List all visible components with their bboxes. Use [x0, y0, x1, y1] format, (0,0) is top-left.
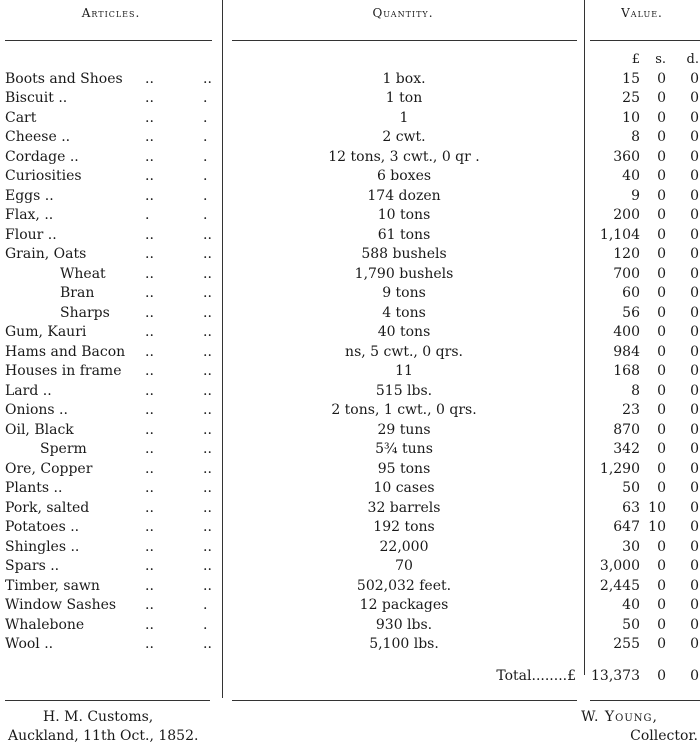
pence-cell: 0 [690, 577, 699, 594]
pounds-cell: 700 [613, 265, 640, 282]
leader-dots: .. [145, 129, 154, 145]
shillings-cell: 0 [657, 187, 666, 204]
shillings-cell: 0 [657, 148, 666, 165]
article-name: Cheese .. [5, 129, 71, 145]
pounds-cell: 870 [613, 421, 640, 438]
table-row [0, 401, 700, 421]
footer-rule-middle [232, 700, 577, 701]
pounds-cell: 50 [622, 480, 640, 496]
leader-dots: .. [145, 480, 154, 496]
leader-dots: .. [203, 382, 212, 399]
quantity-cell: 2 tons, 1 cwt., 0 qrs. [331, 402, 477, 418]
table-row [0, 382, 700, 402]
leader-dots: .. [203, 363, 212, 379]
shillings-cell: 0 [657, 304, 666, 321]
article-name: Window Sashes [5, 597, 117, 613]
article-name: Wheat [60, 265, 106, 282]
article-name: Lard .. [5, 382, 52, 399]
leader-dots: .. [145, 168, 154, 184]
shillings-cell: 0 [657, 616, 666, 633]
quantity-cell: 1 box. [382, 70, 426, 87]
pence-header: d. [686, 52, 699, 67]
table-row [0, 362, 700, 382]
leader-dots: . [203, 187, 208, 204]
quantity-cell: 502,032 feet. [356, 577, 452, 594]
leader-dots: .. [145, 402, 154, 418]
customs-place-date: Auckland, 11th Oct., 1852. [8, 728, 199, 744]
quantity-cell: 2 cwt. [382, 129, 426, 145]
pence-cell: 0 [690, 636, 699, 652]
leader-dots: . [203, 148, 208, 165]
quantity-cell: 11 [395, 363, 413, 379]
footer-rule-left [5, 700, 210, 701]
table-row [0, 518, 700, 538]
table-row [0, 89, 700, 109]
article-name: Pork, salted [5, 499, 90, 516]
footer-rule-right [590, 700, 700, 701]
table-row [0, 538, 700, 558]
pounds-cell: 63 [622, 499, 640, 516]
pence-cell: 0 [690, 597, 699, 613]
pounds-cell: 40 [622, 597, 640, 613]
leader-dots: .. [145, 538, 154, 555]
pence-cell: 0 [690, 168, 699, 184]
pounds-cell: 9 [631, 187, 640, 204]
table-row [0, 323, 700, 343]
shillings-cell: 0 [657, 285, 666, 301]
leader-dots: .. [145, 421, 154, 438]
leader-dots: .. [203, 577, 212, 594]
shillings-cell: 10 [648, 519, 666, 535]
leader-dots: .. [203, 519, 212, 535]
leader-dots: .. [145, 70, 154, 87]
quantity-cell: 4 tons [382, 304, 426, 321]
shillings-cell: 0 [657, 265, 666, 282]
leader-dots: .. [145, 304, 154, 321]
quantity-cell: 1,790 bushels [354, 265, 454, 282]
pence-cell: 0 [690, 519, 699, 535]
article-name: Whalebone [5, 616, 85, 633]
article-name: Onions .. [5, 402, 68, 418]
pence-cell: 0 [690, 226, 699, 243]
leader-dots: .. [203, 499, 212, 516]
leader-dots: .. [145, 343, 154, 360]
shillings-cell: 0 [657, 538, 666, 555]
quantity-cell: 5,100 lbs. [369, 636, 439, 652]
table-row [0, 635, 700, 655]
article-name: Gum, Kauri [5, 324, 87, 340]
leader-dots: .. [203, 226, 212, 243]
quantity-cell: 29 tuns [377, 421, 431, 438]
leader-dots: .. [203, 421, 212, 438]
pounds-cell: 23 [622, 402, 640, 418]
shillings-cell: 0 [657, 597, 666, 613]
table-row [0, 557, 700, 577]
article-name: Flax, .. [5, 207, 54, 223]
pence-cell: 0 [690, 402, 699, 418]
pence-cell: 0 [690, 148, 699, 165]
shillings-cell: 0 [657, 90, 666, 106]
quantity-cell: 22,000 [379, 538, 429, 555]
leader-dots: . [203, 207, 208, 223]
table-row [0, 284, 700, 304]
article-name: Cordage .. [5, 148, 79, 165]
quantity-cell: 10 tons [377, 207, 431, 223]
shillings-cell: 0 [657, 558, 666, 574]
shillings-cell: 0 [657, 382, 666, 399]
header-rule-left [5, 40, 212, 41]
article-name: Sharps [60, 304, 110, 321]
leader-dots: .. [145, 246, 154, 262]
quantity-cell: 40 tons [377, 324, 431, 340]
shillings-cell: 0 [657, 480, 666, 496]
leader-dots: .. [203, 558, 212, 574]
shillings-cell: 10 [648, 499, 666, 516]
pence-cell: 0 [690, 265, 699, 282]
pounds-cell: 168 [613, 363, 640, 379]
pounds-header: £ [631, 52, 640, 67]
table-row [0, 148, 700, 168]
pounds-cell: 2,445 [599, 577, 640, 594]
quantity-cell: 12 packages [359, 597, 449, 613]
leader-dots: .. [145, 285, 154, 301]
pounds-cell: 984 [613, 343, 640, 360]
header-value: Value. [621, 6, 663, 20]
leader-dots: .. [203, 304, 212, 321]
pounds-cell: 342 [613, 441, 640, 457]
leader-dots: .. [145, 109, 154, 126]
total-spacer [0, 655, 700, 667]
quantity-cell: 1 [399, 109, 409, 126]
pence-cell: 0 [690, 382, 699, 399]
shillings-cell: 0 [657, 402, 666, 418]
table-row [0, 109, 700, 129]
leader-dots: .. [145, 324, 154, 340]
total-shillings: 0 [657, 667, 666, 684]
leader-dots: .. [145, 265, 154, 282]
leader-dots: .. [203, 265, 212, 282]
pence-cell: 0 [690, 70, 699, 87]
quantity-cell: 9 tons [382, 285, 426, 301]
pounds-cell: 25 [622, 90, 640, 106]
leader-dots: .. [203, 285, 212, 301]
article-name: Sperm [40, 441, 87, 457]
shillings-cell: 0 [657, 129, 666, 145]
pounds-cell: 360 [613, 148, 640, 165]
leader-dots: .. [145, 90, 154, 106]
header-rule-right [590, 40, 700, 41]
leader-dots: . [203, 109, 208, 126]
pence-cell: 0 [690, 441, 699, 457]
leader-dots: .. [145, 441, 154, 457]
pounds-cell: 10 [622, 109, 640, 126]
quantity-cell: ns, 5 cwt., 0 qrs. [345, 343, 463, 360]
article-name: Eggs .. [5, 187, 54, 204]
leader-dots: .. [145, 363, 154, 379]
pounds-cell: 255 [613, 636, 640, 652]
article-name: Plants .. [5, 480, 63, 496]
shillings-cell: 0 [657, 363, 666, 379]
pence-cell: 0 [690, 558, 699, 574]
shillings-cell: 0 [657, 207, 666, 223]
pounds-cell: 8 [631, 129, 640, 145]
pounds-cell: 120 [613, 246, 640, 262]
quantity-cell: 5¾ tuns [375, 441, 433, 457]
article-name: Bran [60, 285, 95, 301]
currency-header-row [0, 50, 700, 70]
article-name: Ore, Copper [5, 460, 93, 477]
article-name: Wool .. [5, 636, 54, 652]
shillings-cell: 0 [657, 577, 666, 594]
pounds-cell: 56 [622, 304, 640, 321]
quantity-cell: 588 bushels [361, 246, 447, 262]
leader-dots: .. [145, 499, 154, 516]
leader-dots: .. [145, 187, 154, 204]
table-row [0, 187, 700, 207]
article-name: Oil, Black [5, 421, 74, 438]
quantity-cell: 6 boxes [376, 168, 432, 184]
article-name: Potatoes .. [5, 519, 80, 535]
article-name: Hams and Bacon [5, 343, 126, 360]
total-pounds: 13,373 [591, 667, 640, 684]
table-row [0, 226, 700, 246]
leader-dots: .. [145, 597, 154, 613]
leader-dots: .. [203, 460, 212, 477]
leader-dots: .. [203, 480, 212, 496]
leader-dots: . [203, 90, 208, 106]
pounds-cell: 3,000 [599, 558, 640, 574]
article-name: Spars .. [5, 558, 60, 574]
pence-cell: 0 [690, 538, 699, 555]
table-row [0, 479, 700, 499]
table-row [0, 70, 700, 90]
leader-dots: .. [145, 558, 154, 574]
table-row [0, 304, 700, 324]
quantity-cell: 95 tons [377, 460, 431, 477]
leader-dots: . [203, 597, 208, 613]
quantity-cell: 12 tons, 3 cwt., 0 qr . [328, 148, 480, 165]
shillings-cell: 0 [657, 246, 666, 262]
pence-cell: 0 [690, 499, 699, 516]
table-body [0, 50, 700, 686]
leader-dots: .. [203, 538, 212, 555]
article-name: Timber, sawn [5, 577, 100, 594]
quantity-cell: 930 lbs. [375, 616, 433, 633]
leader-dots: .. [203, 246, 212, 262]
table-row [0, 421, 700, 441]
table-row [0, 128, 700, 148]
quantity-cell: 10 cases [373, 480, 435, 496]
pence-cell: 0 [690, 616, 699, 633]
pounds-cell: 1,104 [599, 226, 640, 243]
table-row [0, 460, 700, 480]
shillings-cell: 0 [657, 460, 666, 477]
pence-cell: 0 [690, 460, 699, 477]
leader-dots: . [145, 207, 150, 223]
pence-cell: 0 [690, 129, 699, 145]
quantity-cell: 174 dozen [367, 187, 441, 204]
pounds-cell: 30 [622, 538, 640, 555]
article-name: Curiosities [5, 168, 82, 184]
shillings-cell: 0 [657, 421, 666, 438]
pounds-cell: 8 [631, 382, 640, 399]
total-pence: 0 [690, 667, 699, 684]
pence-cell: 0 [690, 343, 699, 360]
shillings-cell: 0 [657, 324, 666, 340]
quantity-cell: 515 lbs. [375, 382, 433, 399]
pence-cell: 0 [690, 207, 699, 223]
pounds-cell: 1,290 [599, 460, 640, 477]
collector-name: W. Young, [581, 709, 658, 725]
pounds-cell: 200 [613, 207, 640, 223]
leader-dots: . [203, 129, 208, 145]
table-row [0, 499, 700, 519]
table-row [0, 616, 700, 636]
leader-dots: .. [203, 70, 212, 87]
pence-cell: 0 [690, 187, 699, 204]
leader-dots: .. [203, 324, 212, 340]
leader-dots: .. [145, 519, 154, 535]
leader-dots: .. [145, 616, 154, 633]
table-row [0, 577, 700, 597]
shillings-cell: 0 [657, 70, 666, 87]
shillings-cell: 0 [657, 226, 666, 243]
leader-dots: .. [145, 226, 154, 243]
leader-dots: .. [145, 148, 154, 165]
shillings-cell: 0 [657, 168, 666, 184]
quantity-cell: 61 tons [377, 226, 431, 243]
article-name: Flour .. [5, 226, 57, 243]
leader-dots: .. [145, 636, 154, 652]
shillings-cell: 0 [657, 343, 666, 360]
pounds-cell: 15 [622, 70, 640, 87]
pence-cell: 0 [690, 246, 699, 262]
article-name: Cart [5, 109, 37, 126]
total-label: Total........£ [496, 667, 576, 684]
shillings-header: s. [655, 52, 666, 67]
pounds-cell: 400 [613, 324, 640, 340]
table-row [0, 206, 700, 226]
customs-office: H. M. Customs, [43, 709, 154, 725]
leader-dots: .. [145, 577, 154, 594]
shillings-cell: 0 [657, 441, 666, 457]
total-row [0, 667, 700, 687]
pence-cell: 0 [690, 324, 699, 340]
pence-cell: 0 [690, 90, 699, 106]
shillings-cell: 0 [657, 109, 666, 126]
pence-cell: 0 [690, 285, 699, 301]
leader-dots: .. [145, 460, 154, 477]
quantity-cell: 32 barrels [367, 499, 441, 516]
table-row [0, 167, 700, 187]
header-articles: Articles. [81, 6, 141, 20]
header-rule-middle [232, 40, 577, 41]
customs-footer [8, 708, 198, 746]
collector-title: Collector. [630, 728, 698, 744]
article-name: Grain, Oats [5, 246, 87, 262]
pounds-cell: 647 [613, 519, 640, 535]
table-row [0, 343, 700, 363]
pence-cell: 0 [690, 363, 699, 379]
quantity-cell: 70 [395, 558, 413, 574]
pence-cell: 0 [690, 480, 699, 496]
quantity-cell: 192 tons [373, 519, 435, 535]
table-row [0, 265, 700, 285]
pence-cell: 0 [690, 304, 699, 321]
quantity-cell: 1 ton [385, 90, 423, 106]
leader-dots: .. [203, 441, 212, 457]
pounds-cell: 40 [622, 168, 640, 184]
article-name: Houses in frame [5, 363, 122, 379]
shillings-cell: 0 [657, 636, 666, 652]
leader-dots: .. [145, 382, 154, 399]
leader-dots: . [203, 616, 208, 633]
leader-dots: .. [203, 402, 212, 418]
leader-dots: . [203, 168, 208, 184]
table-row [0, 440, 700, 460]
collector-signature [581, 708, 698, 746]
article-name: Boots and Shoes [5, 70, 123, 87]
pounds-cell: 50 [622, 616, 640, 633]
pence-cell: 0 [690, 421, 699, 438]
pounds-cell: 60 [622, 285, 640, 301]
article-name: Shingles .. [5, 538, 80, 555]
leader-dots: .. [203, 636, 212, 652]
article-name: Biscuit .. [5, 90, 68, 106]
header-quantity: Quantity. [372, 6, 434, 20]
table-row [0, 245, 700, 265]
table-row [0, 596, 700, 616]
leader-dots: .. [203, 343, 212, 360]
pence-cell: 0 [690, 109, 699, 126]
